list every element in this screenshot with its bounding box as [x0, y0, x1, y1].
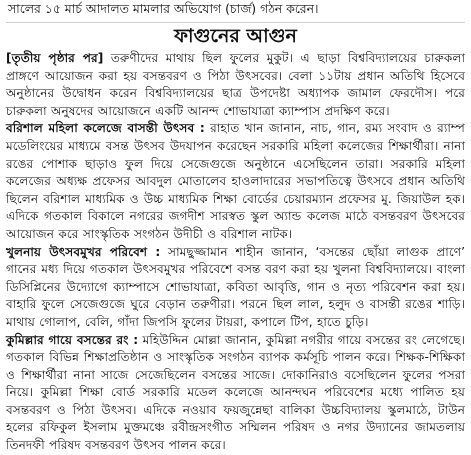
paragraph-text: তরুণীদের মাথায় ছিল ফুলের মুকুট। এ ছাড়া বিশ্ববিদ্যালয়ের চারুকলা প্রাঙ্গণে আয়োজন করা হয় বসন্তবরণ ও পিঠা উৎসবের। বেলা ১১টায় প্রধান অতিথি হিসেবে অনুষ্ঠানের উদ্বোধন করেন বিশ্ববিদ্যালয়ের ছাত্র উপদেষ্টা অধ্যাপক জামাল ফেরদৌস। পরে চারুকলা অনুষদের আয়োজনে একটি আনন্দ শোভাযাত্রা ক্যাম্পাস প্রদক্ষিণ করে।	[6, 51, 465, 118]
article-headline: ফাগুনের আগুন	[174, 25, 297, 47]
section-subheading: কুমিল্লার গায়ে বসন্তের রং :	[6, 332, 139, 347]
article-paragraph	[6, 120, 465, 243]
paragraph-text: মহিউদ্দিন মোল্লা জানান, কুমিল্লা নগরীর গায়ে বসন্তের রং লেগেছে। গতকাল বিভিন্ন শিক্ষাপ্রতিষ্ঠান ও সাংস্কৃতিক সংগঠন ব্যাপক কর্মসূচি পালন করে। শিক্ষক-শিক্ষিকা ও শিক্ষার্থীরা নানা সাজে সেজেছিলেন বসন্তের সাজে। দোকানিরাও বসেছিলেন ফুলের পসরা নিয়ে। কুমিল্লা শিক্ষা বোর্ড সরকারি মডেল কলেজে আনন্দঘন পরিবেশের মধ্যে পালিত হয় বসন্তবরণ ও পিঠা উৎসব। এদিকে নওয়াব ফয়জুন্নেছা বালিকা উচ্চবিদ্যালয় স্কুলমাঠে, টাউন হলের রফিকুল ইসলাম মুক্তমঞ্চে রবীন্দ্রসংগীত সম্মিলন পরিষদ ও নগর উদ্যানের জামতলায় তিনদফী পরিষদ বসন্তবরণ উৎসব পালন করে।	[6, 332, 465, 453]
article-paragraph	[6, 50, 465, 120]
paragraph-text: সামছুজ্জামান শাহীন জানান, ‘বসন্তের ছোঁয়া লাগুক প্রাণে’ গানের মধ্য দিয়ে গতকাল উৎসবমুখর পরিবেশে বসন্ত বরণ করা হয় খুলনা বিশ্ববিদ্যালয়ে। বাংলা ডিসিপ্লিনের উদ্যোগে ক্যাম্পাসে শোভাযাত্রা, কবিতা আবৃত্তি, গান ও নৃত্য পরিবেশন করা হয়। বাহারি ফুলে সেজেগুজে ঘুরে বেড়ান তরুণীরা। পরনে ছিল লাল, হলুদ ও বাসন্তী রঙের শাড়ি। মাথায় গোলাপ, বেলি, গাঁদা জিপসি ফুলের টায়রা, কপালে টিপ, হাতে চুড়ি।	[6, 244, 465, 329]
article-paragraph	[6, 332, 465, 455]
paragraph-text: রাহাত খান জানান, নাচ, গান, রম্য সংবাদ ও র‍্যাম্প মডেলিংয়ের মাধ্যমে বসন্ত উৎসব উদযাপন করেছেন সরকারি মহিলা কলেজের শিক্ষার্থীরা। নানা রঙের পোশাক ছাড়াও ফুল দিয়ে সেজেগুজে অনুষ্ঠানে এসেছিলেন তারা। সরকারি মহিলা কলেজের অধ্যক্ষ প্রফেসর আবদুল মোতালেব হাওলাদারের সভাপতিত্বে উৎসবে প্রধান অতিথি ছিলেন বরিশাল মাধ্যমিক ও উচ্চ মাধ্যমিক শিক্ষা বোর্ডের চেয়ারম্যান প্রফেসর মু. জিয়াউল হক। এদিকে গতকাল বিকালে নগরের জগদীশ সারস্বত স্কুল অ্যান্ড কলেজ মাঠে বসন্তবরণ উৎসবের আয়োজন করে সাংস্কৃতিক সংগঠন উদীচী ও বরিশাল নাটক।	[6, 121, 466, 241]
continuation-label: [তৃতীয় পৃষ্ঠার পর]	[6, 51, 104, 65]
previous-article-tail: সালের ১৫ মার্চ আদালত মামলার অভিযোগ (চার্জ) গঠন করেন।	[6, 0, 465, 23]
section-subheading: খুলনায় উৎসবমুখর পরিবেশ :	[6, 244, 161, 259]
section-subheading: বরিশাল মহিলা কলেজে বাসন্তী উৎসব :	[6, 121, 205, 136]
article-paragraph	[6, 244, 465, 332]
